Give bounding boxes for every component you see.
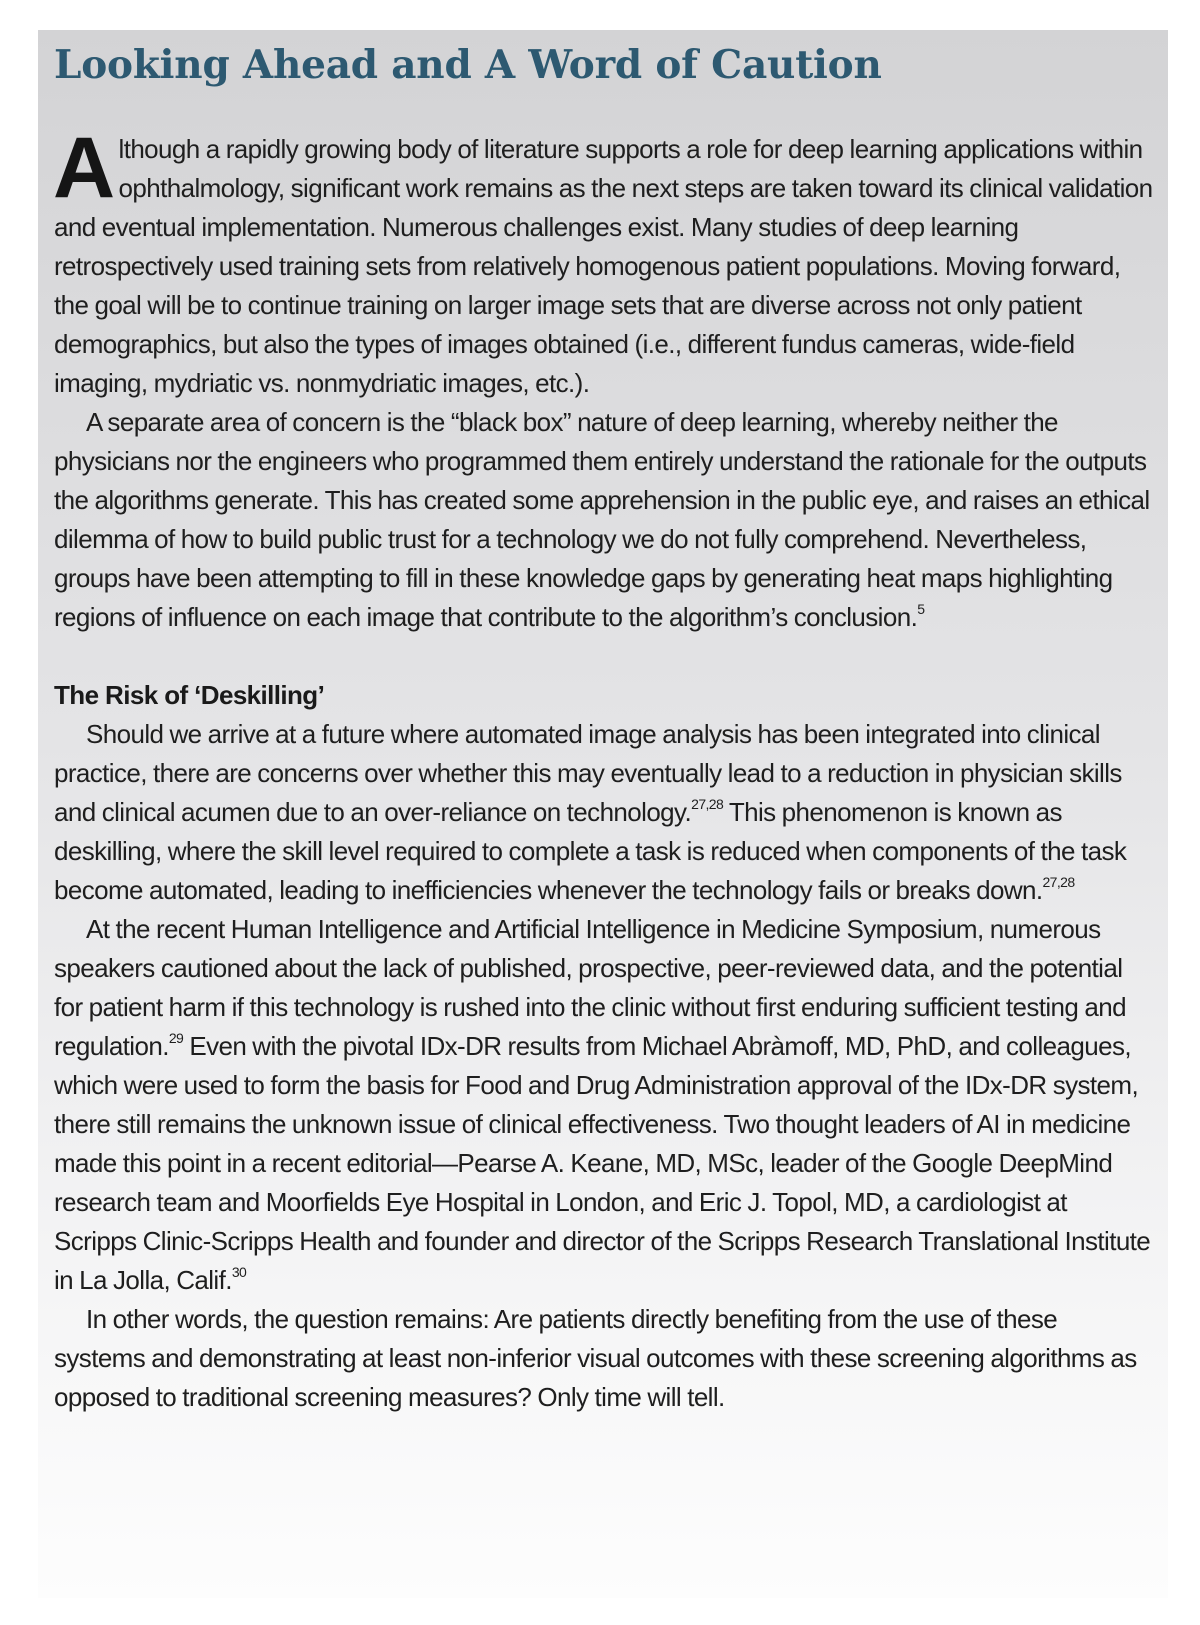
paragraph-text: A separate area of concern is the “black box” nature of deep learning, whereby neither the physicians nor the engineers who programmed them entirely understand the rationale for the outputs the algorithms generate. This has created some apprehension in the public eye, and raises an ethical dilemma of how to build public trust for a technology we do not fully comprehend. Nevertheless, groups have been attempting to fill in these knowledge gaps by generating heat maps highlighting regions of influence on each image that contribute to the algorithm’s conclusion. (54, 407, 1150, 632)
drop-cap: A (53, 120, 115, 216)
reference-superscript: 27,28 (691, 796, 724, 813)
black-box-paragraph (54, 403, 1154, 637)
deskilling-paragraph (54, 715, 1154, 910)
paragraph-text: This phenomenon is known as deskilling, where the skill level required to complete a task is reduced when components of the task become automated, leading to inefficiencies whenever the technology fails or breaks down. (54, 797, 1127, 905)
symposium-paragraph (54, 910, 1154, 1300)
intro-paragraph (53, 120, 1154, 403)
reference-superscript: 27,28 (1042, 874, 1075, 891)
paragraph-text: Even with the pivotal IDx-DR results from Michael Abràmoff, MD, PhD, and colleagues, which were used to form the basis for Food and Drug Administration approval of the IDx-DR system, there still remains the unknown issue of clinical effectiveness. Two thought leaders of AI in medicine made this point in a recent editorial—Pearse A. Keane, MD, MSc, leader of the Google DeepMind research team and Moorfields Eye Hospital in London, and Eric J. Topol, MD, a cardiologist at Scripps Clinic-Scripps Health and founder and director of the Scripps Research Translational Institute in La Jolla, Calif. (54, 1031, 1151, 1295)
article-body (53, 120, 1154, 1417)
section-subheading: The Risk of ‘Deskilling’ (54, 680, 325, 710)
reference-superscript: 30 (231, 1264, 247, 1281)
article-sidebar-box (38, 30, 1168, 1598)
paragraph-text: Should we arrive at a future where automated image analysis has been integrated into clinical practice, there are concerns over whether this may eventually lead to a reduction in physician skills and clinical acumen due to an over-reliance on technology. (54, 719, 1122, 827)
reference-superscript: 5 (917, 601, 925, 618)
paragraph-text: In other words, the question remains: Are patients directly benefiting from the use of these systems and demonstrating at least non-inferior visual outcomes with these screening algorithms as opposed to traditional screening measures? Only time will tell. (54, 1304, 1137, 1412)
reference-superscript: 29 (168, 1030, 184, 1047)
sidebar-title: Looking Ahead and A Word of Caution (54, 42, 882, 88)
paragraph-text: At the recent Human Intelligence and Artificial Intelligence in Medicine Symposium, numerous speakers cautioned about the lack of published, prospective, peer-reviewed data, and the potential for patient harm if this technology is rushed into the clinic without first enduring sufficient testing and regulation. (54, 914, 1126, 1061)
intro-text: lthough a rapidly growing body of literature supports a role for deep learning applications within ophthalmology, significant work remains as the next steps are taken toward its clinical validation and eventual implementation. Numerous challenges exist. Many studies of deep learning retrospectively used training sets from relatively homogenous patient populations. Moving forward, the goal will be to continue training on larger image sets that are diverse across not only patient demographics, but also the types of images obtained (i.e., different fundus cameras, wide-field imaging, mydriatic vs. nonmydriatic images, etc.). (54, 134, 1153, 398)
closing-paragraph (54, 1300, 1154, 1417)
